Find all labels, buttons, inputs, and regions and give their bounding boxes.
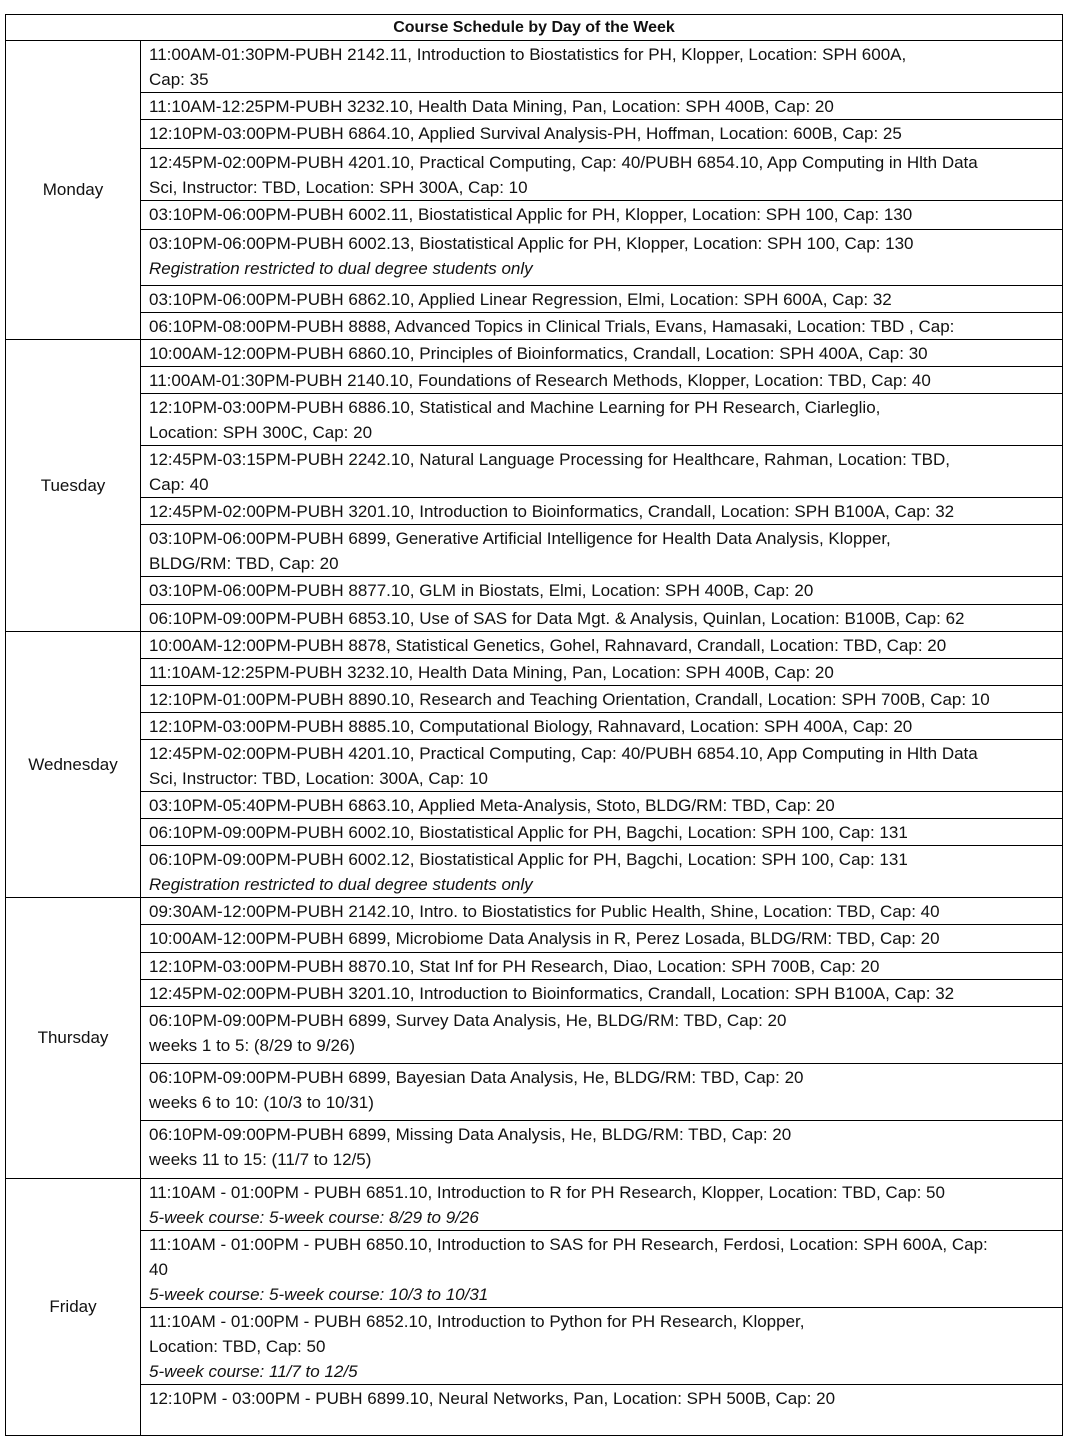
course-row xyxy=(6,1231,1063,1308)
course-line: BLDG/RM: TBD, Cap: 20 xyxy=(149,554,339,573)
course-row xyxy=(6,577,1063,605)
course-row xyxy=(6,367,1063,394)
course-entry xyxy=(141,819,1063,846)
course-entry xyxy=(141,201,1063,230)
course-line: Location: SPH 300C, Cap: 20 xyxy=(149,423,373,442)
course-row xyxy=(6,340,1063,367)
course-line: 40 xyxy=(149,1260,168,1279)
course-row xyxy=(6,686,1063,713)
course-row xyxy=(6,93,1063,120)
day-label-wednesday: Wednesday xyxy=(6,632,141,898)
course-line: 12:10PM-03:00PM-PUBH 6886.10, Statistical and Machine Learning for PH Research, Ciarleglio, xyxy=(149,398,881,417)
course-line: 03:10PM-06:00PM-PUBH 6002.11, Biostatistical Applic for PH, Klopper, Location: SPH 100, Cap: 130 xyxy=(149,205,913,224)
course-row xyxy=(6,819,1063,846)
course-entry xyxy=(141,898,1063,925)
course-row xyxy=(6,925,1063,953)
course-row xyxy=(6,1064,1063,1121)
course-entry xyxy=(141,367,1063,394)
course-row xyxy=(6,525,1063,577)
course-row xyxy=(6,1308,1063,1385)
course-entry xyxy=(141,686,1063,713)
course-note: Registration restricted to dual degree students only xyxy=(149,259,533,278)
course-row xyxy=(6,846,1063,898)
course-line: Cap: 35 xyxy=(149,70,209,89)
course-schedule-table xyxy=(5,14,1063,1436)
course-note: 5-week course: 5-week course: 8/29 to 9/26 xyxy=(149,1208,479,1227)
course-row xyxy=(6,446,1063,498)
course-entry xyxy=(141,313,1063,340)
course-entry xyxy=(141,659,1063,686)
course-row xyxy=(6,394,1063,446)
course-line: 09:30AM-12:00PM-PUBH 2142.10, Intro. to Biostatistics for Public Health, Shine, Location: TBD, Cap: 40 xyxy=(149,902,940,921)
course-line: 12:45PM-02:00PM-PUBH 4201.10, Practical Computing, Cap: 40/PUBH 6854.10, App Computing in Hlth Data xyxy=(149,153,978,172)
course-row xyxy=(6,659,1063,686)
course-entry xyxy=(141,953,1063,980)
course-row xyxy=(6,953,1063,980)
course-line: 03:10PM-06:00PM-PUBH 6862.10, Applied Linear Regression, Elmi, Location: SPH 600A, Cap: 32 xyxy=(149,290,892,309)
course-row xyxy=(6,498,1063,525)
course-line: 03:10PM-06:00PM-PUBH 6002.13, Biostatistical Applic for PH, Klopper, Location: SPH 100, Cap: 130 xyxy=(149,234,914,253)
course-line: 11:10AM - 01:00PM - PUBH 6852.10, Introduction to Python for PH Research, Klopper, xyxy=(149,1312,805,1331)
course-line: 11:00AM-01:30PM-PUBH 2142.11, Introduction to Biostatistics for PH, Klopper, Location: SPH 600A, xyxy=(149,45,907,64)
course-line: 12:45PM-03:15PM-PUBH 2242.10, Natural Language Processing for Healthcare, Rahman, Location: TBD, xyxy=(149,450,951,469)
course-entry xyxy=(141,846,1063,898)
course-note: 5-week course: 5-week course: 10/3 to 10/31 xyxy=(149,1285,489,1304)
course-row xyxy=(6,713,1063,740)
course-line: 10:00AM-12:00PM-PUBH 6860.10, Principles of Bioinformatics, Crandall, Location: SPH 400A, Cap: 30 xyxy=(149,344,928,363)
course-line: 06:10PM-09:00PM-PUBH 6002.12, Biostatistical Applic for PH, Bagchi, Location: SPH 100, Cap: 131 xyxy=(149,850,908,869)
course-row xyxy=(6,632,1063,659)
course-row xyxy=(6,286,1063,313)
course-entry xyxy=(141,286,1063,313)
day-label-tuesday: Tuesday xyxy=(6,340,141,632)
course-line: 12:10PM-01:00PM-PUBH 8890.10, Research and Teaching Orientation, Crandall, Location: SPH 700B, Cap: 10 xyxy=(149,690,990,709)
course-line: 10:00AM-12:00PM-PUBH 6899, Microbiome Data Analysis in R, Perez Losada, BLDG/RM: TBD, Cap: 20 xyxy=(149,929,940,948)
course-line: weeks 11 to 15: (11/7 to 12/5) xyxy=(149,1150,372,1169)
course-row xyxy=(6,1179,1063,1231)
course-entry xyxy=(141,632,1063,659)
course-entry xyxy=(141,605,1063,632)
course-line: 06:10PM-09:00PM-PUBH 6899, Missing Data Analysis, He, BLDG/RM: TBD, Cap: 20 xyxy=(149,1125,792,1144)
course-row xyxy=(6,740,1063,792)
course-line: 06:10PM-09:00PM-PUBH 6853.10, Use of SAS for Data Mgt. & Analysis, Quinlan, Location: B100B, Cap: 62 xyxy=(149,609,965,628)
course-entry xyxy=(141,1231,1063,1308)
course-entry xyxy=(141,1308,1063,1385)
course-row xyxy=(6,1007,1063,1064)
day-label-thursday: Thursday xyxy=(6,898,141,1179)
course-line: 12:45PM-02:00PM-PUBH 3201.10, Introduction to Bioinformatics, Crandall, Location: SPH B100A, Cap: 32 xyxy=(149,984,955,1003)
title-row xyxy=(6,15,1063,41)
course-entry xyxy=(141,1064,1063,1121)
course-entry xyxy=(141,1121,1063,1179)
course-row xyxy=(6,1385,1063,1436)
course-line: Sci, Instructor: TBD, Location: 300A, Cap: 10 xyxy=(149,769,488,788)
course-line: 11:10AM - 01:00PM - PUBH 6850.10, Introduction to SAS for PH Research, Ferdosi, Location: SPH 600A, Cap: xyxy=(149,1235,988,1254)
course-entry xyxy=(141,792,1063,819)
course-entry xyxy=(141,394,1063,446)
course-row xyxy=(6,898,1063,925)
course-entry xyxy=(141,1385,1063,1436)
course-entry xyxy=(141,577,1063,605)
course-entry xyxy=(141,1007,1063,1064)
course-line: 06:10PM-09:00PM-PUBH 6899, Survey Data Analysis, He, BLDG/RM: TBD, Cap: 20 xyxy=(149,1011,787,1030)
course-entry xyxy=(141,525,1063,577)
course-entry xyxy=(141,980,1063,1007)
course-line: Sci, Instructor: TBD, Location: SPH 300A, Cap: 10 xyxy=(149,178,528,197)
course-line: 12:45PM-02:00PM-PUBH 3201.10, Introduction to Bioinformatics, Crandall, Location: SPH B100A, Cap: 32 xyxy=(149,502,955,521)
course-line: weeks 1 to 5: (8/29 to 9/26) xyxy=(149,1036,356,1055)
course-entry xyxy=(141,93,1063,120)
course-line: 12:10PM - 03:00PM - PUBH 6899.10, Neural Networks, Pan, Location: SPH 500B, Cap: 20 xyxy=(149,1389,836,1408)
course-row xyxy=(6,120,1063,149)
course-line: 12:10PM-03:00PM-PUBH 8870.10, Stat Inf for PH Research, Diao, Location: SPH 700B, Cap: 20 xyxy=(149,957,880,976)
course-entry xyxy=(141,446,1063,498)
course-row xyxy=(6,313,1063,340)
course-entry xyxy=(141,925,1063,953)
course-line: 03:10PM-06:00PM-PUBH 8877.10, GLM in Biostats, Elmi, Location: SPH 400B, Cap: 20 xyxy=(149,581,814,600)
day-label-friday: Friday xyxy=(6,1179,141,1436)
schedule-title: Course Schedule by Day of the Week xyxy=(6,15,1063,41)
course-line: 12:10PM-03:00PM-PUBH 8885.10, Computational Biology, Rahnavard, Location: SPH 400A, Cap: 20 xyxy=(149,717,913,736)
course-entry xyxy=(141,41,1063,93)
course-line: weeks 6 to 10: (10/3 to 10/31) xyxy=(149,1093,374,1112)
course-line: 11:10AM-12:25PM-PUBH 3232.10, Health Data Mining, Pan, Location: SPH 400B, Cap: 20 xyxy=(149,97,834,116)
course-line: 10:00AM-12:00PM-PUBH 8878, Statistical Genetics, Gohel, Rahnavard, Crandall, Location: TBD, Cap: 20 xyxy=(149,636,947,655)
course-row xyxy=(6,149,1063,201)
course-line: 06:10PM-09:00PM-PUBH 6899, Bayesian Data Analysis, He, BLDG/RM: TBD, Cap: 20 xyxy=(149,1068,804,1087)
course-line: 06:10PM-08:00PM-PUBH 8888, Advanced Topics in Clinical Trials, Evans, Hamasaki, Location: TBD , Cap: xyxy=(149,317,955,336)
course-row xyxy=(6,230,1063,286)
course-line: 11:10AM-12:25PM-PUBH 3232.10, Health Data Mining, Pan, Location: SPH 400B, Cap: 20 xyxy=(149,663,834,682)
course-note: Registration restricted to dual degree students only xyxy=(149,875,533,894)
course-entry xyxy=(141,1179,1063,1231)
course-line: 03:10PM-06:00PM-PUBH 6899, Generative Artificial Intelligence for Health Data Analysis, Klopper, xyxy=(149,529,891,548)
course-entry xyxy=(141,713,1063,740)
course-row xyxy=(6,201,1063,230)
course-row xyxy=(6,1121,1063,1179)
course-row xyxy=(6,980,1063,1007)
course-line: 11:00AM-01:30PM-PUBH 2140.10, Foundations of Research Methods, Klopper, Location: TBD, Cap: 40 xyxy=(149,371,931,390)
course-entry xyxy=(141,498,1063,525)
course-line: 12:45PM-02:00PM-PUBH 4201.10, Practical Computing, Cap: 40/PUBH 6854.10, App Computing in Hlth Data xyxy=(149,744,978,763)
course-line: 03:10PM-05:40PM-PUBH 6863.10, Applied Meta-Analysis, Stoto, BLDG/RM: TBD, Cap: 20 xyxy=(149,796,835,815)
course-line: 12:10PM-03:00PM-PUBH 6864.10, Applied Survival Analysis-PH, Hoffman, Location: 600B, Cap: 25 xyxy=(149,124,902,143)
course-row xyxy=(6,41,1063,93)
course-entry xyxy=(141,340,1063,367)
course-note: 5-week course: 11/7 to 12/5 xyxy=(149,1362,358,1381)
day-label-monday: Monday xyxy=(6,41,141,340)
course-row xyxy=(6,792,1063,819)
course-entry xyxy=(141,230,1063,286)
course-line: 11:10AM - 01:00PM - PUBH 6851.10, Introduction to R for PH Research, Klopper, Location: TBD, Cap: 50 xyxy=(149,1183,945,1202)
course-entry xyxy=(141,120,1063,149)
course-entry xyxy=(141,740,1063,792)
course-line: Cap: 40 xyxy=(149,475,209,494)
course-row xyxy=(6,605,1063,632)
course-line: 06:10PM-09:00PM-PUBH 6002.10, Biostatistical Applic for PH, Bagchi, Location: SPH 100, Cap: 131 xyxy=(149,823,908,842)
course-entry xyxy=(141,149,1063,201)
course-line: Location: TBD, Cap: 50 xyxy=(149,1337,326,1356)
